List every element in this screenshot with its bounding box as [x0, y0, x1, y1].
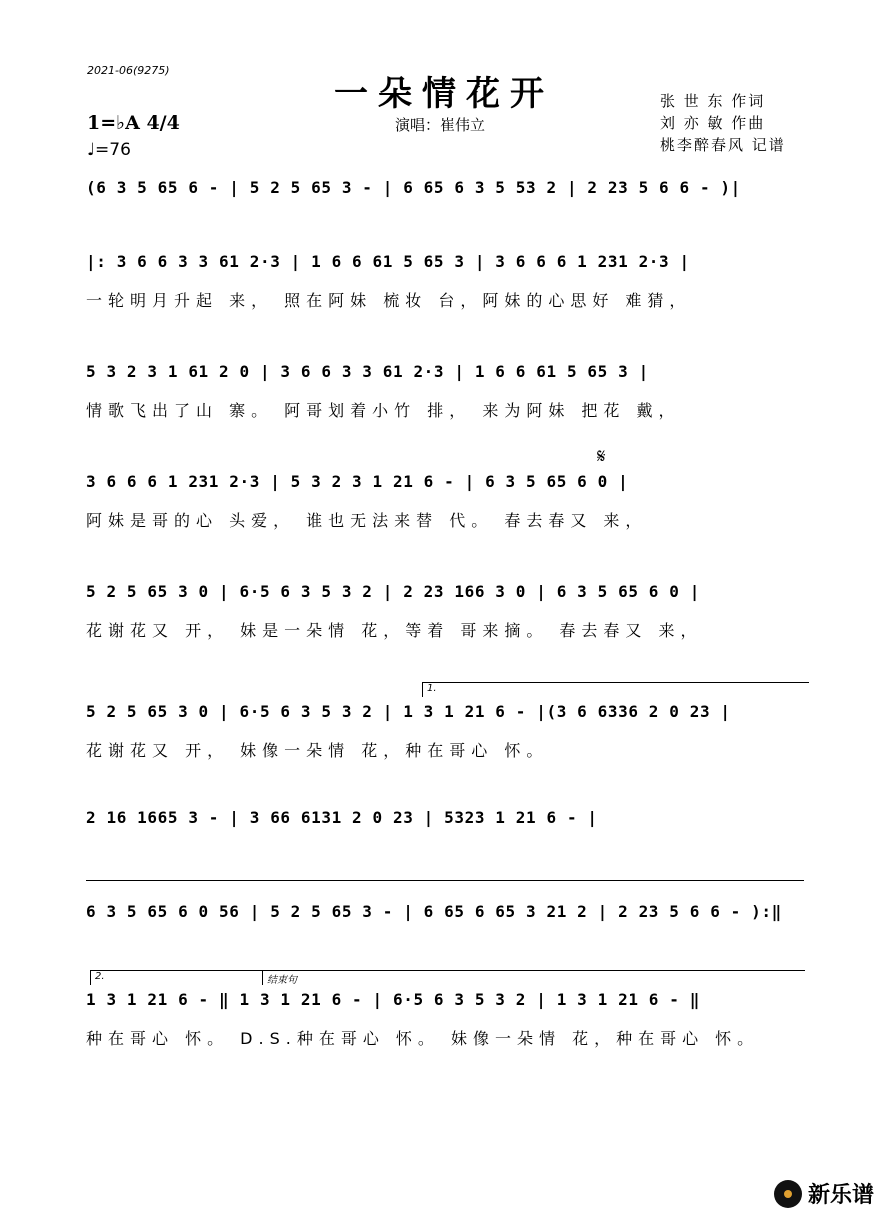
system-lyrics: 情歌飞出了山 寨。 阿哥划着小竹 排， 来为阿妹 把花 戴， — [86, 401, 681, 420]
system-notes: 3 6 6 6 1 231 2·3 | 5 3 2 3 1 21 6 - | 6 3 5 65 6 0 | — [86, 472, 629, 491]
system-notes: 6 3 5 65 6 0 56 | 5 2 5 65 3 - | 6 65 6 65 3 21 2 | 2 23 5 6 6 - ):‖ — [86, 902, 782, 921]
system-notes: 1 3 1 21 6 - ‖ 1 3 1 21 6 - | 6·5 6 3 5 3 2 | 1 3 1 21 6 - ‖ — [86, 990, 700, 1009]
site-logo — [774, 1178, 874, 1209]
system-lyrics: 种在哥心 怀。 D.S.种在哥心 怀。 妹像一朵情 花，种在哥心 怀。 — [86, 1029, 760, 1048]
system-lyrics: 阿妹是哥的心 头爱， 谁也无法来替 代。 春去春又 来， — [86, 511, 648, 530]
volta-first-ending: 1. — [422, 682, 809, 697]
transcriber-credit: 桃李醉春风 记谱 — [660, 136, 786, 154]
system-notes: 5 2 5 65 3 0 | 6·5 6 3 5 3 2 | 1 3 1 21 6 - |(3 6 6336 2 0 23 | — [86, 702, 731, 721]
ending-section-label: 结束句 — [262, 970, 805, 985]
tempo-marking: ♩=76 — [87, 140, 131, 160]
system-lyrics: 花谢花又 开， 妹像一朵情 花，种在哥心 怀。 — [86, 741, 549, 760]
system-notes: (6 3 5 65 6 - | 5 2 5 65 3 - | 6 65 6 3 5 53 2 | 2 23 5 6 6 - )| — [86, 178, 741, 197]
score-code: 2021-06(9275) — [87, 64, 170, 77]
system-notes: |: 3 6 6 3 3 61 2·3 | 1 6 6 61 5 65 3 | 3 6 6 6 1 231 2·3 | — [86, 252, 690, 271]
composer-credit: 刘 亦 敏 作曲 — [660, 114, 766, 132]
record-disc-icon — [774, 1180, 802, 1208]
system-lyrics: 花谢花又 开， 妹是一朵情 花，等着 哥来摘。 春去春又 来， — [86, 621, 703, 640]
credits-block — [660, 90, 786, 156]
song-title: 一朵情花开 — [334, 74, 554, 114]
system-notes: 5 3 2 3 1 61 2 0 | 3 6 6 3 3 61 2·3 | 1 6 6 61 5 65 3 | — [86, 362, 649, 381]
singer-credit: 演唱：崔伟立 — [395, 116, 486, 134]
system-notes: 5 2 5 65 3 0 | 6·5 6 3 5 3 2 | 2 23 166 3 0 | 6 3 5 65 6 0 | — [86, 582, 700, 601]
volta-second-ending: 2. — [90, 970, 263, 985]
key-signature: 1=♭A 4/4 — [87, 112, 180, 134]
lyricist-credit: 张 世 东 作词 — [660, 92, 766, 110]
logo-text: 新乐谱 — [807, 1183, 874, 1208]
segno-sign: 𝄋 — [597, 444, 606, 468]
system-lyrics: 一轮明月升起 来， 照在阿妹 梳妆 台，阿妹的心思好 难猜， — [86, 291, 692, 310]
system-notes: 2 16 1665 3 - | 3 66 6131 2 0 23 | 5323 1 21 6 - | — [86, 808, 598, 827]
repeat-bracket — [86, 880, 804, 895]
